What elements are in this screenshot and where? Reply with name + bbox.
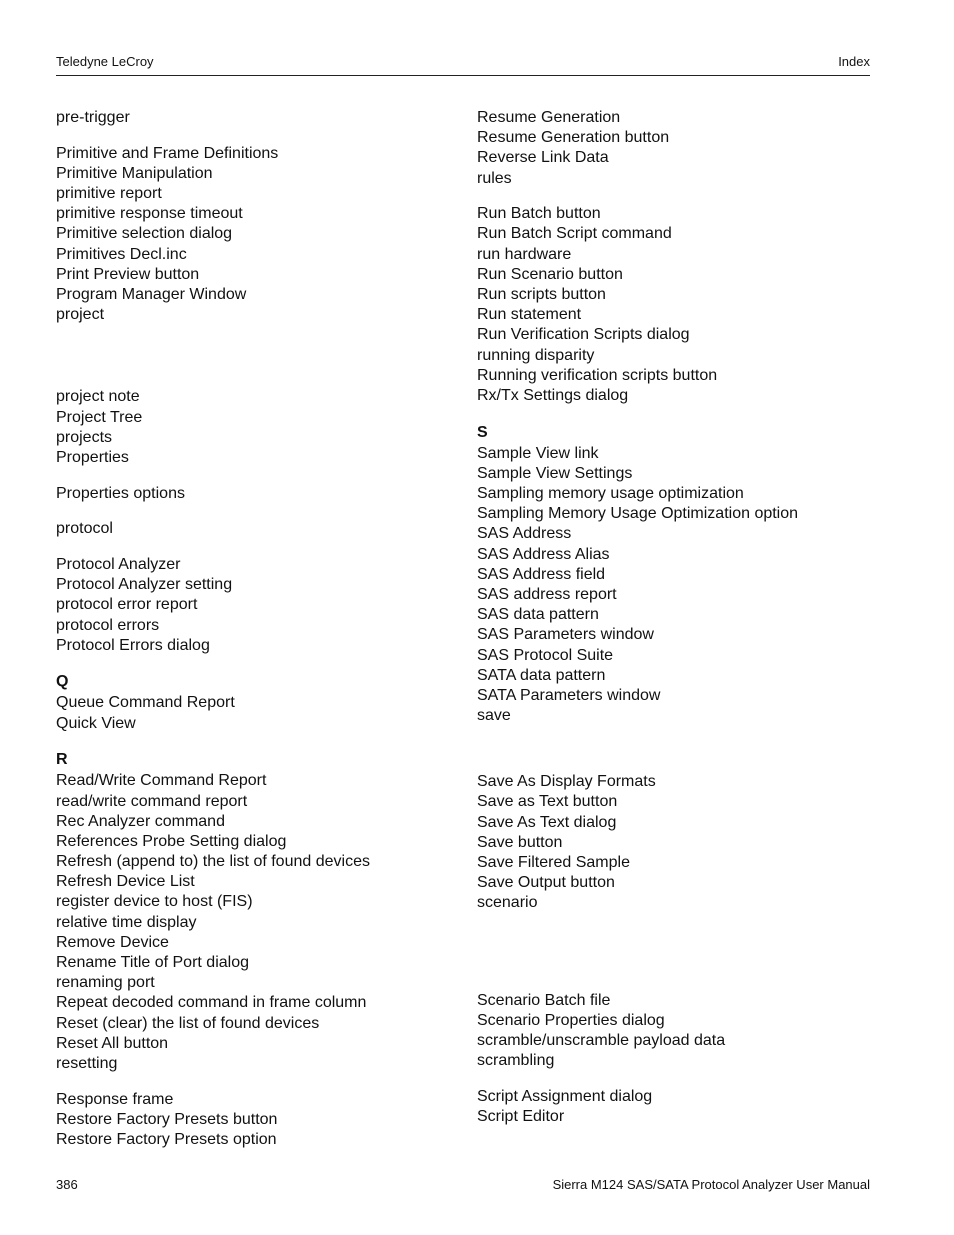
- index-entry: Restore Factory Presets button: [56, 1110, 278, 1128]
- header-section: Index: [838, 54, 870, 69]
- index-entry: protocol: [56, 520, 113, 538]
- index-entry: pre-trigger: [56, 109, 130, 126]
- index-entry: Remove Device: [56, 933, 169, 951]
- index-entry: SAS Address: [477, 525, 572, 543]
- index-entry: Protocol Analyzer: [56, 556, 181, 573]
- index-entry: Scenario Properties dialog: [477, 1011, 665, 1029]
- index-entry: run hardware: [477, 245, 572, 263]
- index-entry: primitive report: [56, 185, 162, 203]
- index-entry: Refresh Device List: [56, 873, 195, 891]
- index-entry: Sampling memory usage optimization: [477, 485, 744, 502]
- index-entry: Running verification scripts button: [477, 366, 718, 384]
- index-entry: Response frame: [56, 1090, 174, 1108]
- index-block: [477, 991, 897, 1072]
- index-block: [56, 484, 466, 504]
- index-entry: SAS Address field: [477, 565, 606, 583]
- index-entry: rules: [477, 169, 512, 187]
- index-block: [56, 555, 466, 656]
- index-entry: project: [56, 306, 105, 324]
- index-entry: References Probe Setting dialog: [56, 832, 287, 850]
- index-entry: Save Filtered Sample: [477, 854, 630, 871]
- index-entry: Queue Command Report: [56, 694, 235, 712]
- index-entry: Primitive Manipulation: [56, 164, 213, 182]
- index-entry: relative time display: [56, 913, 197, 931]
- index-entry: Run statement: [477, 306, 582, 324]
- index-entry: Rx/Tx Settings dialog: [477, 386, 629, 404]
- index-entry: Resume Generation: [477, 109, 621, 126]
- index-entry: Print Preview button: [56, 265, 200, 283]
- index-block: [477, 772, 897, 913]
- index-block: [56, 1090, 466, 1151]
- index-entry: Quick View: [56, 714, 136, 732]
- index-entry: Program Manager Window: [56, 286, 247, 303]
- index-entry: SAS Address Alias: [477, 545, 610, 563]
- index-entry: Sample View Settings: [477, 464, 633, 482]
- index-entry: protocol errors: [56, 616, 160, 634]
- index-block: [56, 693, 466, 733]
- index-entry: running disparity: [477, 346, 595, 364]
- index-entry: Save As Display Formats: [477, 773, 656, 791]
- index-entry: save: [477, 707, 511, 725]
- page-number: 386: [56, 1177, 78, 1192]
- index-block: [477, 1087, 897, 1127]
- index-entry: Repeat decoded command in frame column: [56, 994, 367, 1012]
- index-block: [56, 144, 466, 326]
- index-entry: Resume Generation button: [477, 129, 670, 147]
- index-block: [477, 444, 897, 727]
- index-block: [56, 108, 466, 128]
- section-letter-q: Q: [56, 673, 69, 691]
- index-entry: read/write command report: [56, 792, 248, 810]
- index-entry: Run Batch button: [477, 205, 601, 223]
- index-entry: register device to host (FIS): [56, 893, 253, 911]
- index-entry: SAS Parameters window: [477, 626, 654, 644]
- page-header: [56, 53, 870, 76]
- index-entry: Protocol Analyzer setting: [56, 576, 233, 594]
- index-entry: scenario: [477, 894, 538, 912]
- index-entry: Save As Text dialog: [477, 813, 617, 831]
- index-entry: Run Batch Script command: [477, 225, 672, 243]
- index-entry: Primitive selection dialog: [56, 225, 233, 243]
- index-entry: Refresh (append to) the list of found devices: [56, 853, 370, 871]
- index-entry: Sampling Memory Usage Optimization option: [477, 505, 799, 523]
- index-entry: Script Editor: [477, 1108, 565, 1125]
- header-company: Teledyne LeCroy: [56, 54, 154, 69]
- index-entry: Sample View link: [477, 444, 599, 462]
- section-letter-r: R: [56, 751, 68, 769]
- index-entry: Restore Factory Presets option: [56, 1131, 277, 1148]
- index-entry: SAS Protocol Suite: [477, 646, 614, 664]
- index-block: [56, 519, 466, 539]
- index-entry: scrambling: [477, 1052, 555, 1070]
- index-entry: renaming port: [56, 974, 155, 992]
- manual-title: Sierra M124 SAS/SATA Protocol Analyzer User Manual: [552, 1177, 870, 1192]
- index-entry: Protocol Errors dialog: [56, 636, 210, 654]
- section-letter-s: S: [477, 423, 488, 441]
- index-block: [56, 387, 466, 468]
- index-entry: SATA Parameters window: [477, 686, 661, 704]
- index-entry: scramble/unscramble payload data: [477, 1031, 726, 1049]
- index-entry: Properties: [56, 448, 129, 466]
- index-entry: Primitives Decl.inc: [56, 245, 187, 263]
- index-entry: Save as Text button: [477, 793, 618, 811]
- index-entry: Scenario Batch file: [477, 991, 611, 1009]
- index-entry: Run Scenario button: [477, 265, 623, 283]
- index-entry: Rec Analyzer command: [56, 812, 225, 830]
- index-entry: Properties options: [56, 484, 185, 502]
- index-entry: Read/Write Command Report: [56, 772, 267, 790]
- index-entry: Reverse Link Data: [477, 149, 609, 167]
- index-entry: SAS address report: [477, 585, 617, 603]
- index-entry: Script Assignment dialog: [477, 1087, 653, 1105]
- index-entry: SAS data pattern: [477, 606, 599, 624]
- index-column-right: [477, 108, 897, 1127]
- index-entry: Primitive and Frame Definitions: [56, 144, 279, 162]
- index-entry: protocol error report: [56, 596, 198, 614]
- index-block: [477, 204, 897, 406]
- index-entry: Project Tree: [56, 408, 143, 426]
- index-entry: project note: [56, 388, 140, 406]
- index-column-left: [56, 108, 466, 1150]
- index-entry: Run scripts button: [477, 286, 606, 303]
- index-entry: Run Verification Scripts dialog: [477, 326, 690, 344]
- index-entry: Save Output button: [477, 874, 615, 892]
- index-entry: Reset (clear) the list of found devices: [56, 1014, 320, 1032]
- index-entry: projects: [56, 428, 113, 446]
- index-entry: primitive response timeout: [56, 205, 243, 223]
- index-entry: resetting: [56, 1054, 118, 1072]
- index-entry: Rename Title of Port dialog: [56, 954, 249, 971]
- index-entry: SATA data pattern: [477, 666, 606, 684]
- index-entry: Reset All button: [56, 1034, 169, 1052]
- index-block: [477, 108, 897, 189]
- index-block: [56, 771, 466, 1074]
- index-entry: Save button: [477, 833, 563, 851]
